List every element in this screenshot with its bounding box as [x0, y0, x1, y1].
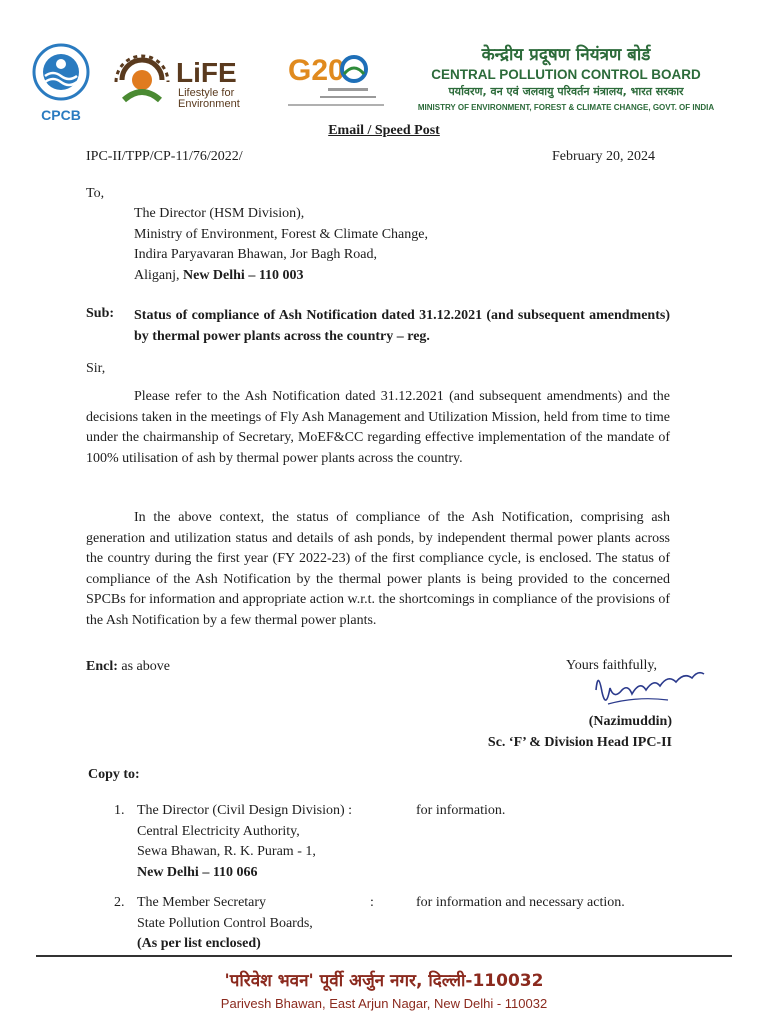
g20-logo-text: G20: [288, 54, 345, 87]
letter-date: February 20, 2024: [552, 149, 656, 164]
signer-title: Sc. ‘F’ & Division Head IPC-II: [487, 735, 672, 750]
signer-block: [440, 711, 672, 753]
life-logo: [112, 48, 262, 112]
addressee-block: [134, 204, 428, 286]
org-name-english: CENTRAL POLLUTION CONTROL BOARD: [431, 67, 701, 82]
org-name-hindi: केन्द्रीय प्रदूषण नियंत्रण बोर्ड: [481, 45, 651, 65]
reference-number: IPC-II/TPP/CP-11/76/2022/: [86, 149, 243, 164]
copy-item-line: The Director (Civil Design Division) :: [137, 803, 353, 818]
copy-item-address: [137, 893, 313, 955]
cpcb-logo: [28, 42, 94, 124]
g20-logo: [284, 44, 388, 112]
footer-address-hindi: 'परिवेश भवन' पूर्वी अर्जुन नगर, दिल्ली-110032: [224, 971, 544, 991]
copy-item-note: for information.: [416, 803, 506, 818]
addressee-line: Ministry of Environment, Forest & Climate Change,: [134, 226, 428, 242]
copy-to-heading: Copy to:: [88, 767, 140, 782]
copy-item-number: 1.: [114, 803, 125, 818]
addressee-city-prefix: Aliganj,: [134, 267, 183, 283]
footer-contact-line-cropped: [120, 1018, 660, 1024]
subject-text: Status of compliance of Ash Notification dated 31.12.2021 (and subsequent amendments) by thermal power plants across the country – reg.: [134, 308, 670, 344]
enclosure-label: Encl:: [86, 659, 118, 674]
subject-label: Sub:: [86, 306, 115, 321]
copy-item-line: Sewa Bhawan, R. K. Puram - 1,: [137, 844, 316, 859]
to-line: To,: [86, 186, 105, 201]
addressee-city: New Delhi – 110 003: [183, 267, 304, 283]
life-logo-title: LiFE: [176, 57, 237, 88]
closing: Yours faithfully,: [566, 658, 658, 673]
copy-item-bold-line: (As per list enclosed): [137, 936, 261, 951]
body-paragraph: In the above context, the status of compliance of the Ash Notification, comprising ash generation and utilization status and details of ash ponds, by independent thermal power plants across the country during the first year (FY 2022-23) of the first compliance cycle, is enclosed. The status of compliance of the Ash Notification by the thermal power plants is being provided to the concerned SPCBs for information and appropriate action w.r.t. the shortcomings in compliance of the provisions of the Ash Notification by a few thermal power plants.: [86, 510, 670, 628]
copy-item-line: State Pollution Control Boards,: [137, 915, 313, 931]
addressee-line: The Director (HSM Division),: [134, 206, 305, 221]
signer-name: (Nazimuddin): [588, 714, 672, 729]
enclosure-line: [86, 659, 170, 675]
dispatch-mode: Email / Speed Post: [328, 123, 440, 138]
footer-divider: [36, 955, 732, 957]
copy-item-line: The Member Secretary: [137, 895, 267, 910]
addressee-line: Indira Paryavaran Bhawan, Jor Bagh Road,: [134, 247, 377, 262]
copy-item-address: [137, 801, 352, 883]
footer-address-english: Parivesh Bhawan, East Arjun Nagar, New Delhi - 110032: [220, 996, 548, 1011]
copy-item-bold-line: New Delhi – 110 066: [137, 864, 258, 880]
copy-item-number: 2.: [114, 895, 125, 910]
copy-item-colon: :: [370, 895, 374, 910]
addressee-city-line: [134, 266, 428, 287]
ministry-name-hindi: पर्यावरण, वन एवं जलवायु परिवर्तन मंत्रालय, भारत सरकार: [448, 85, 684, 98]
copy-item-line: Central Electricity Authority,: [137, 823, 300, 839]
copy-item-note: for information and necessary action.: [416, 895, 625, 910]
enclosure-text: as above: [117, 659, 170, 674]
ministry-name-english: MINISTRY OF ENVIRONMENT, FOREST & CLIMATE CHANGE, GOVT. OF INDIA: [417, 103, 715, 112]
life-logo-sub1: Lifestyle for: [178, 87, 235, 99]
salutation: Sir,: [86, 361, 106, 376]
cpcb-logo-text: CPCB: [41, 107, 81, 123]
life-logo-sub2: Environment: [178, 98, 240, 110]
body-paragraph: Please refer to the Ash Notification dated 31.12.2021 (and subsequent amendments) and the decisions taken in the meetings of Fly Ash Management and Utilization Mission, held from time to time under the chairmanship of Secretary, MoEF&CC regarding effective implementation of the mandate of 100% utilisation of ash by thermal power plants across the country.: [86, 389, 670, 466]
